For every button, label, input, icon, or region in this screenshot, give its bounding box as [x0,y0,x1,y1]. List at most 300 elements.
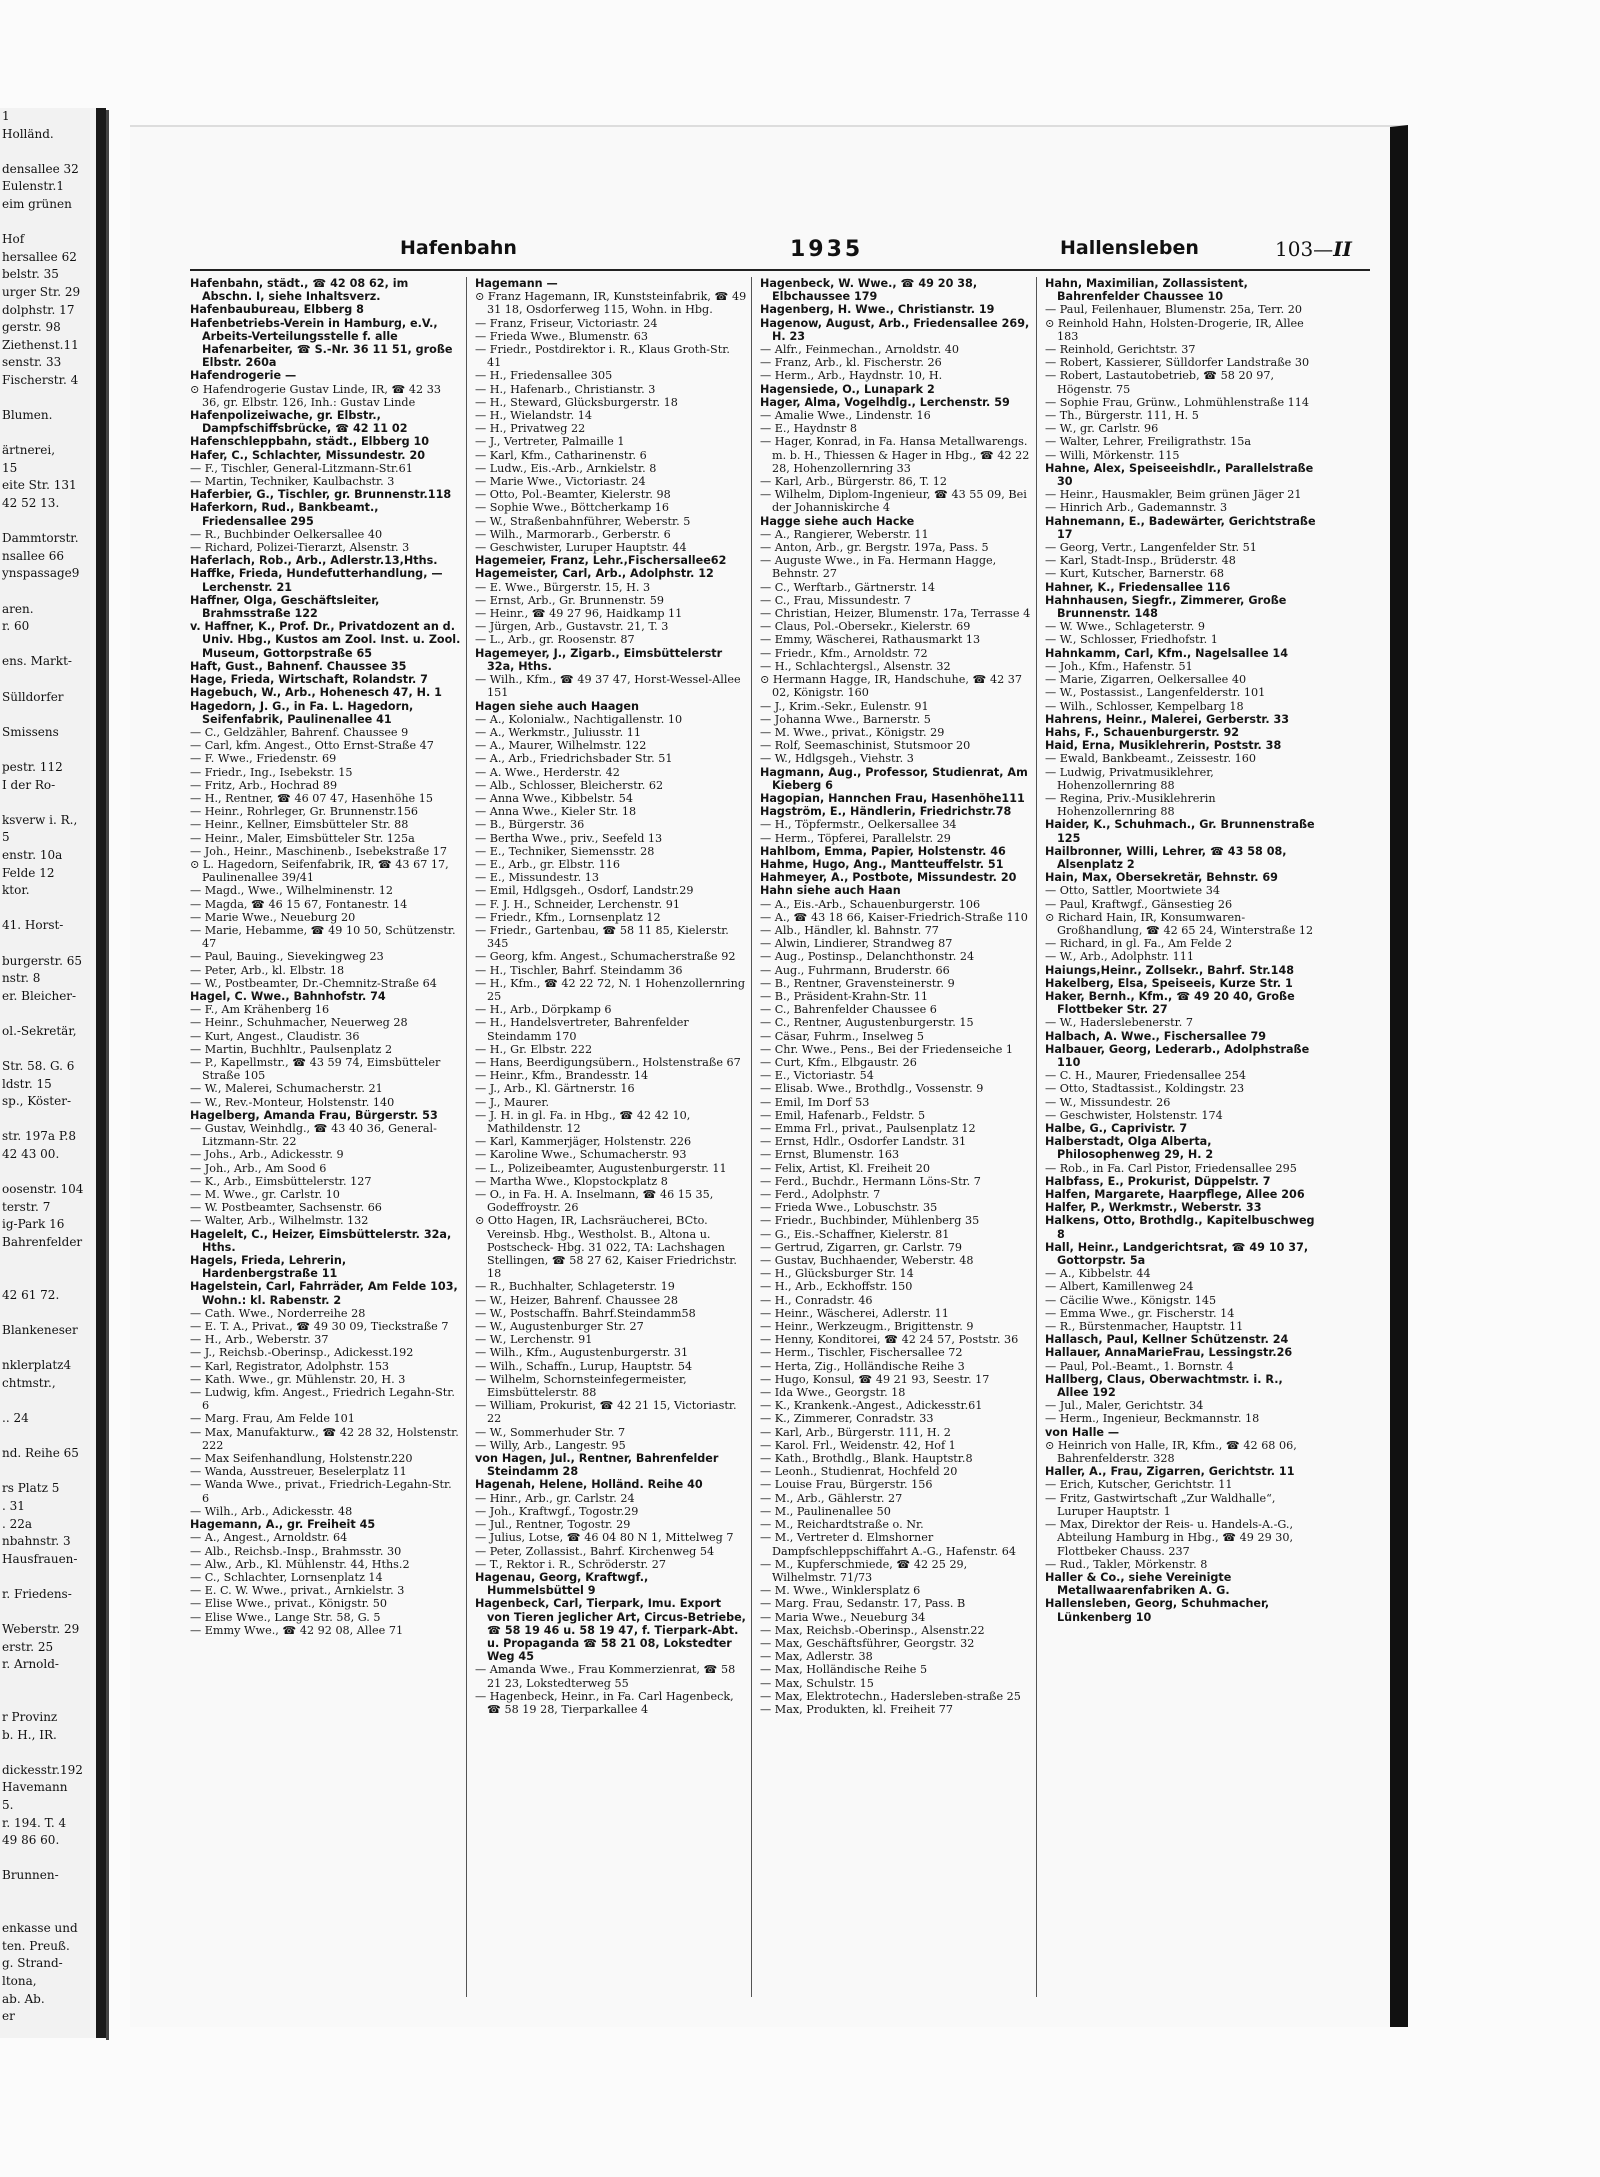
prev-page-fragment: sp., Köster- [2,1094,72,1109]
prev-page-fragment [0,794,96,812]
directory-entry: — R., Buchbinder Oelkersallee 40 [190,527,383,541]
directory-entry: — Max, Geschäftsführer, Georgstr. 32 [760,1636,975,1650]
prev-page-fragment: 5. [2,1798,14,1812]
directory-entry: — Louise Frau, Bürgerstr. 156 [760,1478,933,1492]
directory-entry: — E. C. W. Wwe., privat., Arnkielstr. 3 [190,1584,405,1598]
directory-entry: — Friedr., Kfm., Lornsenplatz 12 [475,910,661,924]
directory-entry: Hagelberg, Amanda Frau, Bürgerstr. 53 [190,1108,438,1122]
directory-entry: — H., Handelsvertreter, Bahrenfelder Steindamm 170 [475,1016,689,1043]
directory-entry: — K., Arb., Eimsbüttelerstr. 127 [190,1174,372,1188]
directory-entry: — Bertha Wwe., priv., Seefeld 13 [475,831,663,845]
directory-entry: — W. Postbeamter, Sachsenstr. 66 [190,1201,382,1215]
directory-entry: — H., Arb., Weberstr. 37 [190,1333,329,1347]
prev-page-fragment [0,1428,96,1446]
directory-entry: — Wanda Wwe., privat., Friedrich-Legahn-Str. 6 [190,1478,452,1505]
directory-entry: — Heinr., Schuhmacher, Neuerweg 28 [190,1016,408,1030]
directory-entry: — Joh., Heinr., Maschinenb., Isebekstraße 17 [190,844,448,858]
directory-entry: — J., Vertreter, Palmaille 1 [475,435,625,449]
directory-entry: — H., Privatweg 22 [475,422,586,436]
directory-entry: — A. Wwe., Herderstr. 42 [475,765,620,779]
prev-page-fragment: 42 43 00. [2,1147,60,1162]
directory-entry: — Karoline Wwe., Schumacherstr. 93 [475,1148,687,1162]
directory-entry: — W., Postassist., Langenfelderstr. 101 [1045,686,1266,700]
directory-entry: — Magd., Wwe., Wilhelminenstr. 12 [190,884,394,898]
directory-entry: — Elise Wwe., privat., Königstr. 50 [190,1597,388,1611]
directory-entry: — L., Polizeibeamter, Augustenburgerstr. 11 [475,1161,727,1175]
prev-page-fragment: terstr. 7 [2,1199,51,1214]
directory-entry: Hagmann, Aug., Professor, Studienrat, Am Kieberg 6 [760,765,1028,792]
directory-entry: — Emmy, Wäscherei, Rathausmarkt 13 [760,633,981,647]
directory-entry: — Wilh., Marmorarb., Gerberstr. 6 [475,527,671,541]
directory-entry: — A., ☎ 43 18 66, Kaiser-Friedrich-Straße 110 [760,910,1028,924]
directory-entry: — Jul., Rentner, Togostr. 29 [475,1518,631,1532]
prev-page-fragment [0,1392,96,1410]
directory-entry: — H., Kfm., ☎ 42 22 72, N. 1 Hohenzollernring 25 [475,976,746,1003]
directory-entry: — C., Schlachter, Lornsenplatz 14 [190,1570,383,1584]
directory-entry: — Heinr., Werkzeugm., Brigittenstr. 9 [760,1320,974,1334]
directory-entry: — Alw., Arb., Kl. Mühlenstr. 44, Hths.2 [190,1557,410,1571]
page-number [1275,237,1352,261]
directory-entry: — B., Rentner, Gravensteinerstr. 9 [760,976,955,990]
directory-entry: — Reinhold, Gerichtstr. 37 [1045,343,1196,357]
prev-page-fragment [0,706,96,724]
directory-entry: — Karl, Registrator, Adolphstr. 153 [190,1359,390,1373]
directory-entry: — Otto, Pol.-Beamter, Kielerstr. 98 [475,488,671,502]
directory-entry: — H., Tischler, Bahrf. Steindamm 36 [475,963,683,977]
directory-entry: Halbach, A. Wwe., Fischersallee 79 [1045,1029,1267,1043]
directory-entry: — Elise Wwe., Lange Str. 58, G. 5 [190,1610,381,1624]
directory-entry: — Heinr., Kfm., Brandesstr. 14 [475,1069,649,1083]
directory-entry: Haferkorn, Rud., Bankbeamt., Friedensallee 295 [190,501,379,528]
directory-entry: — A., Angest., Arnoldstr. 64 [190,1531,348,1545]
directory-entry: — Kath., Brothdlg., Blank. Hauptstr.8 [760,1452,973,1466]
directory-entry: Hain, Max, Obersekretär, Behnstr. 69 [1045,871,1278,885]
directory-entry: Hailbronner, Willi, Lehrer, ☎ 43 58 08, Alsenplatz 2 [1045,844,1287,871]
directory-entry: — W., Schlosser, Friedhofstr. 1 [1045,633,1218,647]
directory-entry: — Max, Schulstr. 15 [760,1676,874,1690]
directory-entry: — Robert, Kassierer, Sülldorfer Landstraße 30 [1045,356,1310,370]
directory-entry: — Wilh., Kfm., Augustenburgerstr. 31 [475,1346,689,1360]
directory-entry: — H., Glücksburger Str. 14 [760,1267,914,1281]
prev-page-fragment: enstr. 10a [2,847,63,862]
directory-entry: Hahner, K., Friedensallee 116 [1045,580,1231,594]
directory-entry: — Erich, Kutscher, Gerichtstr. 11 [1045,1478,1233,1492]
directory-entry: — Gustav, Weinhdlg., ☎ 43 40 36, General-Litzmann-Str. 22 [190,1122,437,1149]
directory-entry: — Marie, Hebamme, ☎ 49 10 50, Schützenstr. 47 [190,923,456,951]
directory-entry: Hagge siehe auch Hacke [760,514,915,528]
directory-entry: — W., Sommerhuder Str. 7 [475,1425,626,1439]
directory-entry: — Sophie Wwe., Böttcherkamp 16 [475,501,670,515]
directory-entry: — Wilhelm, Diplom-Ingenieur, ☎ 43 55 09, Bei der Johanniskirche 4 [760,488,1027,515]
directory-entry: Hager, Alma, Vogelhdlg., Lerchenstr. 59 [760,395,1010,409]
prev-page-fragment: I der Ro- [2,777,56,792]
directory-entry: — M. Wwe., Winklersplatz 6 [760,1584,921,1598]
directory-entry: — Herm., Arb., Haydnstr. 10, H. [760,369,943,383]
prev-page-fragment [0,1674,96,1692]
directory-entry: — O., in Fa. H. A. Inselmann, ☎ 46 15 35, Godeffroystr. 26 [475,1188,714,1215]
prev-page-fragment: ens. Markt- [2,654,72,669]
prev-page-fragment [0,1885,96,1903]
directory-entry: — Ernst, Blumenstr. 163 [760,1148,900,1162]
directory-entry: — Friedr., Buchbinder, Mühlenberg 35 [760,1214,980,1228]
directory-entry: Halbe, G., Caprivistr. 7 [1045,1122,1188,1135]
prev-page-fragment: str. 197a P.8 [2,1129,76,1144]
column-3 [760,277,1032,1716]
prev-page-fragment: dolphstr. 17 [2,302,75,317]
page-number-suffix: II [1333,237,1352,261]
prev-page-fragment: dickesstr.192 [2,1762,83,1777]
directory-entry: — Wilhelm, Schornsteinfegermeister, Eimsbüttelerstr. 88 [475,1372,687,1400]
directory-entry: — Max, Holländische Reihe 5 [760,1663,928,1677]
directory-entry: — Heinr., ☎ 49 27 96, Haidkamp 11 [475,607,683,621]
directory-entry: — F., Am Krähenberg 16 [190,1003,330,1017]
directory-entry: — W., Augustenburger Str. 27 [475,1320,644,1334]
prev-page-fragment: burgerstr. 65 [2,953,82,968]
directory-entry: — H., Töpfermstr., Oelkersallee 34 [760,818,957,832]
directory-entry: — Marie, Zigarren, Oelkersallee 40 [1045,673,1247,687]
directory-entry: — C., Rentner, Augustenburgerstr. 15 [760,1016,974,1030]
directory-entry: Hagensiede, O., Lunapark 2 [760,382,935,396]
directory-entry: — Alfr., Feinmechan., Arnoldstr. 40 [760,343,959,357]
directory-entry: — Martha Wwe., Klopstockplatz 8 [475,1174,668,1188]
directory-entry: — A., Eis.-Arb., Schauenburgerstr. 106 [760,897,981,911]
directory-entry: — Max Seifenhandlung, Holstenstr.220 [190,1452,413,1466]
directory-entry: — Cath. Wwe., Norderreihe 28 [190,1306,366,1320]
prev-page-fragment [0,1603,96,1621]
directory-entry: — Ludw., Eis.-Arb., Arnkielstr. 8 [475,461,657,475]
directory-entry: — Gustav, Buchhaender, Weberstr. 48 [760,1254,974,1268]
directory-entry: — E. T. A., Privat., ☎ 49 30 09, Tieckstraße 7 [190,1320,449,1334]
directory-entry: — Marie Wwe., Victoriastr. 24 [475,475,646,489]
directory-entry: ⊙ Richard Hain, IR, Konsumwaren-Großhandlung, ☎ 42 65 24, Winterstraße 12 [1045,910,1314,937]
prev-page-fragment: Str. 58. G. 6 [2,1059,75,1074]
directory-entry: Hagemann — [475,277,558,290]
directory-entry: v. Haffner, K., Prof. Dr., Privatdozent an d. Univ. Hbg., Kustos am Zool. Inst. u. Zool. Museum, Gottorpstraße 65 [190,620,461,660]
directory-entry: Hagenow, August, Arb., Friedensallee 269, H. 23 [760,316,1030,343]
directory-entry: — Amalie Wwe., Lindenstr. 16 [760,409,931,423]
prev-page-fragment: nklerplatz4 [2,1358,72,1373]
directory-entry: — Hinrich Arb., Gademannstr. 3 [1045,501,1228,515]
prev-page-fragment [0,214,96,232]
directory-entry: — M., Kupferschmiede, ☎ 42 25 29, Wilhelmstr. 71/73 [760,1557,968,1584]
directory-entry: Hagopian, Hannchen Frau, Hasenhöhe111 [760,791,1025,805]
directory-entry: — Emma Frl., privat., Paulsenplatz 12 [760,1122,976,1135]
directory-entry: Haferbier, G., Tischler, gr. Brunnenstr.118 [190,488,452,502]
directory-entry: — W., Heizer, Bahrenf. Chaussee 28 [475,1293,678,1307]
prev-page-fragment: pestr. 112 [2,759,63,774]
directory-entry: Hahlbom, Emma, Papier, Holstenstr. 46 [760,844,1006,858]
directory-entry: Hafendrogerie — [190,369,297,383]
prev-page-fragment: b. H., IR. [2,1727,57,1742]
directory-entry: — Ernst, Arb., Gr. Brunnenstr. 59 [475,593,664,607]
directory-entry: — Albert, Kamillenweg 24 [1045,1280,1194,1294]
directory-entry: — J., Arb., Kl. Gärtnerstr. 16 [475,1082,635,1096]
directory-entry: — M. Wwe., gr. Carlstr. 10 [190,1188,340,1202]
directory-entry: — C., Bahrenfelder Chaussee 6 [760,1003,937,1017]
column-separator [1036,277,1037,1997]
directory-entry: Hagenbeck, W. Wwe., ☎ 49 20 38, Elbchaussee 179 [760,277,978,304]
directory-entry: — C., Werftarb., Gärtnerstr. 14 [760,580,935,594]
directory-entry: — Rob., in Fa. Carl Pistor, Friedensallee 295 [1045,1161,1297,1175]
directory-entry: Haller & Co., siehe Vereinigte Metallwaarenfabriken A. G. [1045,1570,1232,1598]
directory-entry: — P., Kapellmstr., ☎ 43 59 74, Eimsbütteler Straße 105 [190,1055,441,1083]
directory-entry: — Alb., Händler, kl. Bahnstr. 77 [760,923,939,937]
directory-entry: — Max, Manufakturw., ☎ 42 28 32, Holstenstr. 222 [190,1425,459,1452]
directory-entry: — Franz, Friseur, Victoriastr. 24 [475,316,658,330]
directory-entry: — Marg. Frau, Sedanstr. 17, Pass. B [760,1597,966,1611]
directory-entry: — E., Haydnstr 8 [760,422,857,436]
directory-entry: — J., Reichsb.-Oberinsp., Adickesst.192 [190,1346,414,1360]
header-year: 1935 [790,237,864,262]
directory-entry: — Kurt, Angest., Claudistr. 36 [190,1029,360,1043]
directory-entry: — F. J. H., Schneider, Lerchenstr. 91 [475,897,680,911]
directory-entry: — F. Wwe., Friedenstr. 69 [190,752,337,766]
prev-page-fragment: Brunnen- [2,1868,59,1883]
directory-entry: — A., Kibbelstr. 44 [1045,1267,1151,1281]
directory-entry: — Max, Produkten, kl. Freiheit 77 [760,1702,953,1716]
directory-entry: — Wilh., Schaffn., Lurup, Hauptstr. 54 [475,1359,693,1373]
directory-entry: — Wilh., Schlosser, Kempelbarg 18 [1045,699,1244,713]
directory-entry: — E., Arb., gr. Elbstr. 116 [475,857,620,871]
directory-entry: — Anna Wwe., Kieler Str. 18 [475,805,637,819]
directory-entry: — Paul, Pol.-Beamt., 1. Bornstr. 4 [1045,1359,1234,1373]
directory-entry: Halberstadt, Olga Alberta, Philosophenweg 29, H. 2 [1045,1135,1214,1162]
prev-page-fragment: eim grünen [2,196,72,211]
directory-entry: — Frieda Wwe., Lobuschstr. 35 [760,1201,938,1215]
directory-entry: — Heinr., Hausmakler, Beim grünen Jäger 21 [1045,488,1302,502]
directory-entry: — Emma Wwe., gr. Fischerstr. 14 [1045,1306,1235,1320]
directory-entry: — Auguste Wwe., in Fa. Hermann Hagge, Behnstr. 27 [760,554,997,581]
prev-page-fragment: r. 60 [2,619,30,634]
directory-entry: — Willy, Arb., Langestr. 95 [475,1438,626,1452]
prev-page-fragment: 1 [2,109,10,123]
prev-page-fragment [0,425,96,443]
directory-entry: — Emil, Hdlgsgeh., Osdorf, Landstr.29 [475,884,694,898]
directory-entry: Hagen siehe auch Haagen [475,699,639,713]
prev-page-fragment [0,636,96,654]
directory-entry: Hagenbeck, Carl, Tierpark, Imu. Export von Tieren jeglicher Art, Circus-Betriebe, ☎ 58 19 46 u. 58 19 47, f. Tierpark-Abt. u. Propaganda ☎ 58 21 08, Lokstedter Weg 45 [475,1597,746,1664]
directory-entry: Hafenbetriebs-Verein in Hamburg, e.V., Arbeits-Verteilungsstelle f. alle Hafenarbeiter, ☎ S.-Nr. 36 11 51, große Elbstr. 260a [190,316,453,370]
directory-entry: Hafenschleppbahn, städt., Elbberg 10 [190,435,430,449]
directory-entry: Hagel, C. Wwe., Bahnhofstr. 74 [190,989,386,1003]
directory-entry: — Elisab. Wwe., Brothdlg., Vossenstr. 9 [760,1082,984,1096]
directory-entry: Halkens, Otto, Brothdlg., Kapitelbuschweg 8 [1045,1214,1315,1241]
prev-page-fragment: nstr. 8 [2,971,41,986]
prev-page-fragment [0,1568,96,1586]
prev-page-fragment: aren. [2,601,34,616]
directory-entry: — Hagenbeck, Heinr., in Fa. Carl Hagenbeck, ☎ 58 19 28, Tierparkallee 4 [475,1689,734,1716]
directory-entry: — Heinr., Rohrleger, Gr. Brunnenstr.156 [190,805,419,819]
directory-entry: — W., Postbeamter, Dr.-Chemnitz-Straße 64 [190,976,437,990]
prev-page-fragment [0,1691,96,1709]
directory-entry: — Paul, Feilenhauer, Blumenstr. 25a, Terr. 20 [1045,303,1302,317]
prev-page-fragment: urger Str. 29 [2,284,81,299]
prev-page-fragment [0,583,96,601]
prev-page-fragment: . 31 [2,1498,25,1513]
directory-entry: — Otto, Stadtassist., Koldingstr. 23 [1045,1082,1245,1096]
directory-entry: — A., Kolonialw., Nachtigallenstr. 10 [475,712,683,726]
directory-entry: — Gertrud, Zigarren, gr. Carlstr. 79 [760,1240,963,1254]
directory-entry: — Karl, Kfm., Catharinenstr. 6 [475,448,647,462]
directory-entry: — Max, Adlerstr. 38 [760,1650,873,1664]
directory-entry: — Joh., Kraftwgf., Togostr.29 [475,1504,639,1518]
directory-entry: — Karol. Frl., Weidenstr. 42, Hof 1 [760,1438,956,1452]
header-left: Hafenbahn [400,237,517,259]
directory-entry: — B., Bürgerstr. 36 [475,818,585,832]
prev-page-fragment [0,900,96,918]
directory-entry: — Rud., Takler, Mörkenstr. 8 [1045,1557,1208,1571]
directory-entry: — Carl, kfm. Angest., Otto Ernst-Straße 47 [190,739,434,753]
prev-page-fragment [0,1252,96,1270]
header-right: Hallensleben [1060,237,1199,259]
directory-entry: Hallberg, Claus, Oberwachtmstr. i. R., Allee 192 [1045,1372,1283,1400]
page-header [190,237,1390,265]
prev-page-fragment: g. Strand- [2,1956,63,1971]
prev-page-fragment [0,1040,96,1058]
directory-entry: — Friedr., Kfm., Arnoldstr. 72 [760,646,928,660]
directory-entry: — L., Arb., gr. Roosenstr. 87 [475,633,635,647]
prev-page-fragment: r. Arnold- [2,1657,59,1672]
directory-entry: — Jul., Maler, Gerichtstr. 34 [1045,1399,1204,1413]
directory-entry: Hafenpolizeiwache, gr. Elbstr., Dampfschiffsbrücke, ☎ 42 11 02 [190,409,408,436]
directory-entry: Hagebuch, W., Arb., Hohenesch 47, H. 1 [190,686,442,700]
prev-page-fragment [0,1304,96,1322]
directory-entry: Hahn siehe auch Haan [760,884,901,898]
directory-entry: — Felix, Artist, Kl. Freiheit 20 [760,1161,930,1175]
directory-entry: Haffke, Frieda, Hundefutterhandlung, — Lerchenstr. 21 [190,567,443,594]
directory-entry: — Alwin, Lindierer, Strandweg 87 [760,937,953,951]
prev-page-fragment: ynspassage9 [2,566,80,581]
directory-entry: — Henny, Konditorei, ☎ 42 24 57, Poststr. 36 [760,1333,1019,1347]
directory-entry: — Magda, ☎ 46 15 67, Fontanestr. 14 [190,897,408,911]
directory-entry: Hallasch, Paul, Kellner Schützenstr. 24 [1045,1333,1289,1347]
prev-page-fragment: erstr. 25 [2,1639,54,1654]
directory-entry: — Joh., Arb., Am Sood 6 [190,1161,327,1175]
directory-entry: Hahnemann, E., Badewärter, Gerichtstraße 17 [1045,514,1316,541]
prev-page-fragment [0,143,96,161]
directory-entry: — Max, Reichsb.-Oberinsp., Alsenstr.22 [760,1623,985,1637]
directory-entry: Hahnkamm, Carl, Kfm., Nagelsallee 14 [1045,646,1288,660]
directory-entry: — J., Krim.-Sekr., Eulenstr. 91 [760,699,929,713]
prev-page-fragment [0,1463,96,1481]
directory-entry: — Amanda Wwe., Frau Kommerzienrat, ☎ 58 21 23, Lokstedterweg 55 [475,1663,736,1690]
directory-entry: — J. H. in gl. Fa. in Hbg., ☎ 42 42 10, Mathildenstr. 12 [475,1108,691,1135]
directory-entry: von Hagen, Jul., Rentner, Bahrenfelder Steindamm 28 [475,1452,719,1479]
prev-page-fragment: er. Bleicher- [2,988,77,1003]
prev-page-fragment: ol.-Sekretär, [2,1023,77,1038]
directory-entry: — W., gr. Carlstr. 96 [1045,422,1159,436]
directory-entry: Hahs, F., Schauenburgerstr. 92 [1045,725,1240,739]
prev-page-fragment: Blankeneser [2,1322,78,1337]
directory-entry: — Wilh., Arb., Adickesstr. 48 [190,1504,353,1518]
directory-entry: — Friedr., Gartenbau, ☎ 58 11 85, Kielerstr. 345 [475,923,729,951]
directory-entry: — Herm., Töpferei, Parallelstr. 29 [760,831,951,845]
column-separator [466,277,467,1997]
prev-page-fragment: senstr. 33 [2,355,62,370]
directory-entry: — Robert, Lastautobetrieb, ☎ 58 20 97, Högenstr. 75 [1045,369,1275,396]
directory-entry: — Karl, Arb., Bürgerstr. 86, T. 12 [760,475,947,489]
directory-entry: — Ida Wwe., Georgstr. 18 [760,1386,906,1400]
directory-entry: ⊙ Reinhold Hahn, Holsten-Drogerie, IR, Allee 183 [1045,316,1304,343]
directory-entry: — M., Reichardtstraße o. Nr. [760,1518,924,1532]
directory-entry: — H., Wielandstr. 14 [475,409,592,423]
directory-entry: — Geschwister, Holstenstr. 174 [1045,1108,1223,1122]
header-rule [190,269,1370,271]
directory-entry: — Joh., Kfm., Hafenstr. 51 [1045,659,1193,673]
directory-entry: — W., Arb., Adolphstr. 111 [1045,950,1194,964]
directory-entry: — Geschwister, Luruper Hauptstr. 44 [475,541,687,555]
directory-entry: — Curt, Kfm., Elbgaustr. 26 [760,1055,917,1069]
prev-page-fragment [0,513,96,531]
directory-entry: — Heinr., Wäscherei, Adlerstr. 11 [760,1306,949,1320]
directory-entry: — C. H., Maurer, Friedensallee 254 [1045,1069,1246,1083]
directory-entry: — William, Prokurist, ☎ 42 21 15, Victoriastr. 22 [475,1399,737,1426]
directory-entry: — Hinr., Arb., gr. Carlstr. 24 [475,1491,635,1505]
directory-entry: Hagelstein, Carl, Fahrräder, Am Felde 103, Wohn.: kl. Rabenstr. 2 [190,1280,458,1307]
directory-entry: — Heinr., Maler, Eimsbütteler Str. 125a [190,831,415,845]
directory-entry: — Martin, Techniker, Kaulbachstr. 3 [190,475,395,489]
directory-entry: Hafer, C., Schlachter, Missundestr. 20 [190,448,426,462]
directory-entry: — Max, Elektrotechn., Hadersleben-straße 25 [760,1689,1021,1703]
directory-entry: — Cäcilie Wwe., Königstr. 145 [1045,1293,1217,1307]
directory-entry: — M., Paulinenallee 50 [760,1504,891,1518]
directory-entry: — Herm., Tischler, Fischersallee 72 [760,1346,963,1360]
column-1 [190,277,462,1637]
column-4 [1045,277,1317,1624]
directory-entry: — H., Conradstr. 46 [760,1293,873,1307]
prev-page-fragment: ten. Preuß. [2,1938,70,1953]
directory-entry: — Julius, Lotse, ☎ 46 04 80 N 1, Mittelweg 7 [475,1531,734,1545]
prev-page-fragment: rs Platz 5 [2,1481,60,1496]
prev-page-fragment [0,1903,96,1921]
prev-page-fragment: Blumen. [2,408,53,423]
directory-entry: Haid, Erna, Musiklehrerin, Poststr. 38 [1045,739,1282,753]
prev-page-fragment: nsallee 66 [2,548,65,563]
directory-entry: — C., Frau, Missundestr. 7 [760,593,911,607]
prev-page-fragment: enkasse und [2,1921,78,1936]
directory-entry: — G., Eis.-Schaffner, Kielerstr. 81 [760,1227,950,1241]
directory-entry: Haffner, Olga, Geschäftsleiter, Brahmsstraße 122 [190,593,380,621]
column-separator [751,277,752,1997]
directory-entry: — Ewald, Bankbeamt., Zeissestr. 160 [1045,752,1257,766]
directory-entry: Hagemeister, Carl, Arb., Adolphstr. 12 [475,567,714,581]
prev-page-fragment: r. Friedens- [2,1586,72,1601]
prev-page-fragment: 41. Horst- [2,918,64,933]
directory-entry: — Heinr., Kellner, Eimsbütteler Str. 88 [190,818,409,832]
prev-page-fragment: densallee 32 [2,161,79,176]
directory-entry: — Ferd., Adolphstr. 7 [760,1188,881,1202]
directory-entry: Hagenau, Georg, Kraftwgf., Hummelsbüttel 9 [475,1570,649,1598]
directory-entry: — Aug., Postinsp., Delanchthonstr. 24 [760,950,975,964]
directory-entry: — Regina, Priv.-Musiklehrerin Hohenzollernring 88 [1045,791,1216,819]
directory-entry: Hafenbaubureau, Elbberg 8 [190,303,364,317]
directory-entry: — A., Maurer, Wilhelmstr. 122 [475,739,647,753]
directory-entry: — Anna Wwe., Kibbelstr. 54 [475,791,633,805]
prev-page-fragment: ksverw i. R., [2,812,78,827]
directory-entry: Halbauer, Georg, Lederarb., Adolphstraße 110 [1045,1042,1310,1069]
directory-entry: Hallensleben, Georg, Schuhmacher, Lünkenberg 10 [1045,1597,1270,1624]
directory-entry: — Maria Wwe., Neueburg 34 [760,1610,926,1624]
directory-entry: Hahmeyer, A., Postbote, Missundestr. 20 [760,871,1017,885]
directory-entry: — Emil, Im Dorf 53 [760,1095,870,1109]
prev-page-fragment [0,741,96,759]
directory-entry: Haker, Bernh., Kfm., ☎ 49 20 40, Große Flottbeker Str. 27 [1045,989,1295,1017]
directory-entry: Hakelberg, Elsa, Speiseeis, Kurze Str. 1 [1045,976,1293,990]
prev-page-fragment: Hausfrauen- [2,1551,78,1566]
prev-page-fragment: r Provinz [2,1710,58,1725]
directory-entry: ⊙ Franz Hagemann, IR, Kunststeinfabrik, ☎ 49 31 18, Osdorferweg 115, Wohn. in Hbg. [475,290,747,317]
directory-entry: — Otto, Sattler, Moortwiete 34 [1045,884,1220,898]
